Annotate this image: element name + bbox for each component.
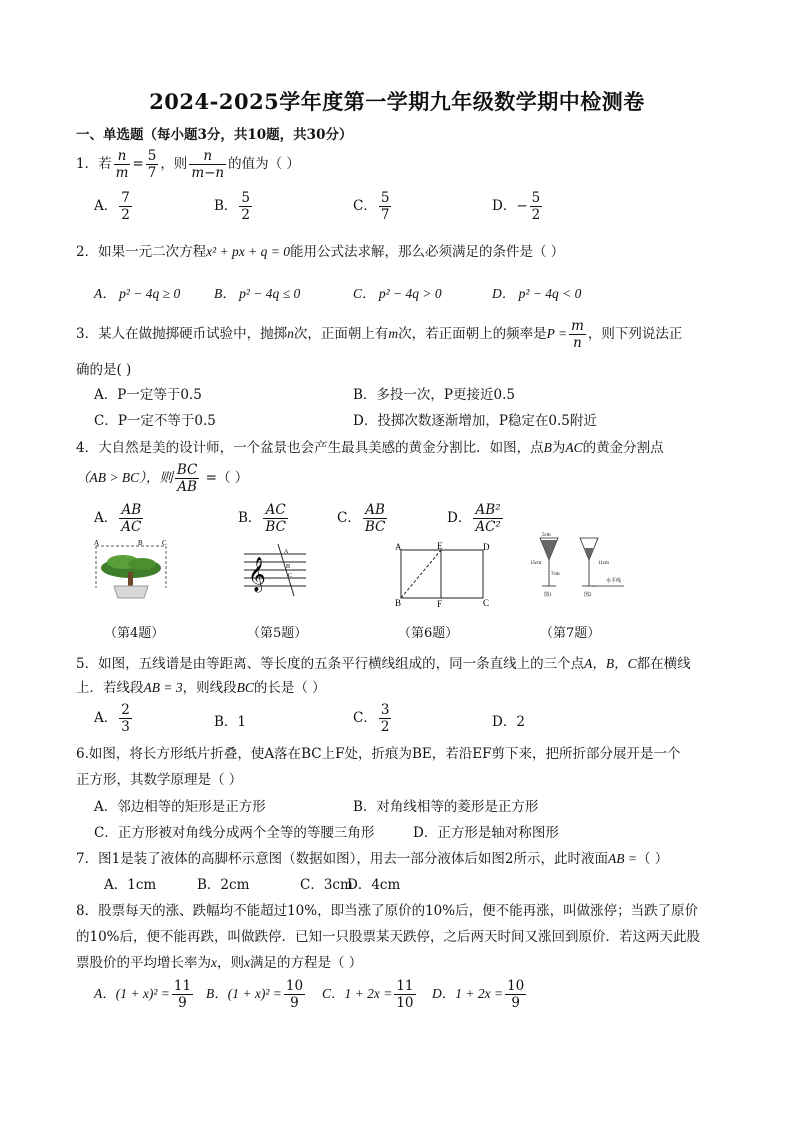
- fig6-label-e: E: [437, 541, 443, 551]
- figure-7-goblets: [528, 530, 628, 600]
- q5-option-b[interactable]: B．1: [214, 714, 247, 730]
- question-6: 6.如图，将长方形纸片折叠，使A落在BC上F处，折痕为BE，若沿EF剪下来，把所折部分展开是一个: [76, 746, 681, 762]
- q4-option-c[interactable]: C． $\frac{AB}{BC}$: [337, 502, 386, 535]
- fig6-label-a: A: [395, 542, 402, 552]
- q8-option-a[interactable]: A．(1 + x)² = $\frac{11}{9}$: [94, 978, 192, 1011]
- caption-q6: （第6题）: [398, 626, 459, 641]
- q1-option-a[interactable]: A． $\frac{7}{2}$: [94, 190, 130, 223]
- q3-option-c[interactable]: C．P一定不等于0.5: [94, 413, 216, 429]
- treble-clef-icon: 𝄞: [248, 558, 266, 591]
- q7-option-d[interactable]: D．4cm: [347, 877, 401, 893]
- q1-option-c[interactable]: C． $\frac{5}{7}$: [353, 190, 390, 223]
- question-2: 2．如果一元二次方程x² + px + q = 0能用公式法求解，那么必须满足的条件是（ ）: [76, 244, 565, 260]
- q4-option-d[interactable]: D． $\frac{\text{AB²}}{\text{AC²}}$: [447, 502, 501, 535]
- fig6-label-d: D: [483, 542, 490, 552]
- q7-option-c[interactable]: C．3cm: [300, 877, 353, 893]
- q2-option-a[interactable]: A． p² − 4q ≥ 0: [94, 286, 181, 301]
- question-5: 5．如图，五线谱是由等距离、等长度的五条平行横线组成的，同一条直线上的三个点A，B，C都在横线: [76, 656, 691, 672]
- fig7-label-fig2: 图2: [584, 593, 592, 598]
- caption-q4: （第4题）: [104, 626, 165, 641]
- caption-q7: （第7题）: [540, 626, 601, 641]
- caption-q5: （第5题）: [247, 626, 308, 641]
- fig7-label-horizontal: 水平线: [606, 579, 622, 584]
- question-5-cont: 上．若线段AB = 3，则线段BC的长是（ ）: [76, 680, 326, 696]
- q7-option-a[interactable]: A．1cm: [104, 877, 157, 893]
- question-3-cont: 确的是( ): [76, 362, 132, 378]
- fig4-label-b: B: [138, 540, 143, 547]
- fig7-label-5cm: 5cm: [542, 533, 551, 538]
- fig6-label-b: B: [395, 598, 402, 608]
- page-title: 2024-2025学年度第一学期九年级数学期中检测卷: [149, 89, 645, 114]
- question-1: 1．若 $\frac{n}{m}$ = $\frac{5}{7}$ ，则 $\frac{n}{m-n}$ 的值为（ ）: [76, 148, 300, 181]
- q1-option-d[interactable]: D．− $\frac{5}{2}$: [492, 190, 541, 223]
- question-8-cont1: 的10%后，便不能再跌，叫做跌停．已知一只股票某天跌停，之后两天时间又涨回到原价．若这两天此股: [76, 929, 701, 945]
- q6-option-b[interactable]: B．对角线相等的菱形是正方形: [353, 799, 539, 815]
- question-6-cont: 正方形，其数学原理是（ ）: [76, 772, 243, 788]
- q8-option-d[interactable]: D．1 + 2x = $\frac{10}{9}$: [432, 978, 525, 1011]
- fig6-label-f: F: [437, 599, 443, 608]
- question-8: 8．股票每天的涨、跌幅均不能超过10%，即当涨了原价的10%后，便不能再涨，叫做涨停；当跌了原价: [76, 903, 699, 919]
- q2-option-c[interactable]: C． p² − 4q > 0: [353, 286, 442, 301]
- fig5-label-a: A: [284, 549, 289, 555]
- q4-option-b[interactable]: B． $\frac{AC}{BC}$: [238, 502, 286, 535]
- fig7-label-7cm: 7cm: [551, 572, 560, 577]
- question-8-cont2: 票股价的平均增长率为x，则x满足的方程是（ ）: [76, 955, 363, 971]
- q6-option-d[interactable]: D．正方形是轴对称图形: [413, 825, 559, 841]
- q2-option-d[interactable]: D． p² − 4q < 0: [492, 286, 582, 301]
- question-4: 4．大自然是美的设计师，一个盆景也会产生最具美感的黄金分割比．如图，点B为AC的黄金分割点: [76, 440, 664, 456]
- fig6-label-c: C: [483, 598, 490, 608]
- q6-option-c[interactable]: C．正方形被对角线分成两个全等的等腰三角形: [94, 825, 375, 841]
- q7-option-b[interactable]: B．2cm: [197, 877, 250, 893]
- fig4-label-c: C: [162, 540, 167, 547]
- fig7-label-15cm: 15cm: [530, 561, 542, 566]
- fig7-label-fig1: 图1: [544, 593, 552, 598]
- fig5-label-b: B: [286, 564, 291, 570]
- q8-option-b[interactable]: B．(1 + x)² = $\frac{10}{9}$: [206, 978, 304, 1011]
- q6-option-a[interactable]: A．邻边相等的矩形是正方形: [94, 799, 266, 815]
- q5-option-c[interactable]: C． $\frac{3}{2}$: [353, 702, 390, 735]
- figure-6-rectangle: [393, 540, 497, 608]
- figure-4-bonsai: [88, 540, 174, 606]
- figure-5-staff: [242, 540, 308, 600]
- q8-option-c[interactable]: C．1 + 2x = $\frac{11}{10}$: [322, 978, 414, 1011]
- fig4-label-a: A: [94, 540, 100, 547]
- q5-option-d[interactable]: D．2: [492, 714, 525, 730]
- q2-option-b[interactable]: B． p² − 4q ≤ 0: [214, 286, 301, 301]
- q1-option-b[interactable]: B． $\frac{5}{2}$: [214, 190, 251, 223]
- section-heading: 一、单选题（每小题3分，共10题，共30分）: [76, 127, 353, 143]
- question-4-cont: （AB > BC），则 $\frac{BC}{AB}$ =（ ）: [76, 462, 249, 495]
- q3-option-b[interactable]: B．多投一次，P更接近0.5: [353, 387, 515, 403]
- fig5-label-c: C: [288, 573, 293, 579]
- q5-option-a[interactable]: A． $\frac{2}{3}$: [94, 702, 130, 735]
- question-3: 3．某人在做抛掷硬币试验中，抛掷n次，正面朝上有m次，若正面朝上的频率是P = $\frac{m}{n}$ ，则下列说法正: [76, 318, 683, 351]
- q3-option-a[interactable]: A．P一定等于0.5: [94, 387, 202, 403]
- fig7-label-11cm: 11cm: [598, 561, 609, 566]
- q4-option-a[interactable]: A． $\frac{AB}{AC}$: [94, 502, 142, 535]
- q3-option-d[interactable]: D．投掷次数逐渐增加，P稳定在0.5附近: [353, 413, 597, 429]
- question-7: 7．图1是装了液体的高脚杯示意图（数据如图），用去一部分液体后如图2所示，此时液面AB =（ ）: [76, 851, 669, 867]
